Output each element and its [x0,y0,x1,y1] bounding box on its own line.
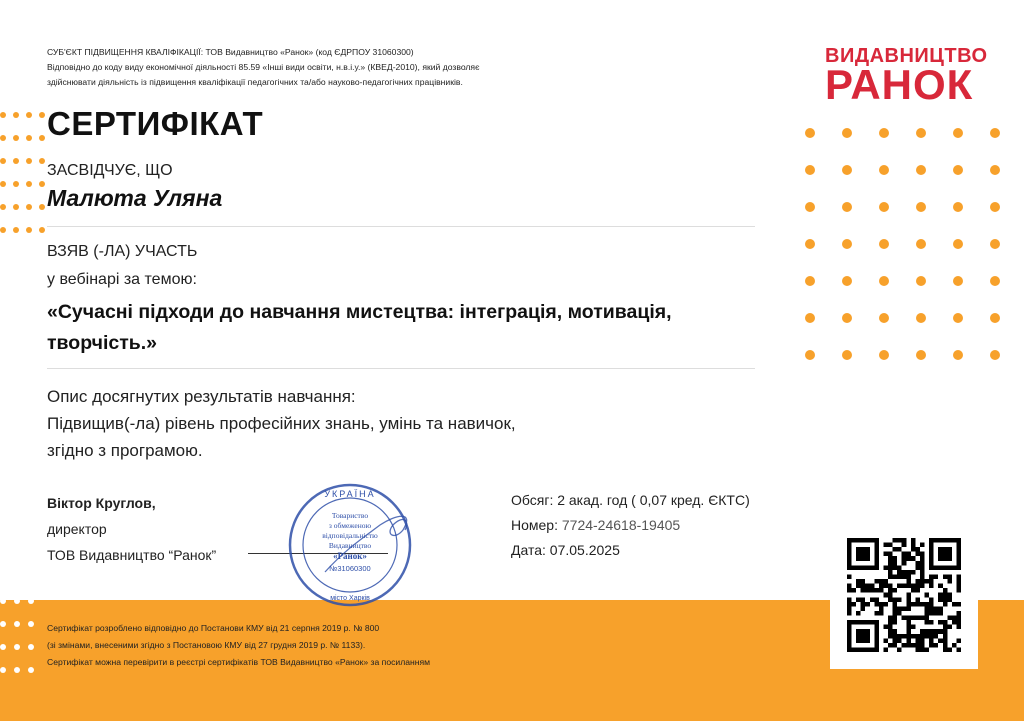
decor-dot [0,227,6,233]
decor-dot [28,621,34,627]
decor-dot [953,202,963,212]
signer-block [47,490,216,568]
decor-dot [842,276,852,286]
decor-dot [26,112,32,118]
decor-dot [990,128,1000,138]
stamp-line-5: «Ранок» [333,551,367,561]
decor-dot [26,158,32,164]
decor-dot [13,227,19,233]
divider [47,226,755,227]
decor-dot [953,276,963,286]
number-value: 7724-24618-19405 [561,517,681,533]
publisher-logo [825,45,988,108]
stamp-top-text: УКРАЇНА [324,489,376,499]
date-text: Дата: 07.05.2025 [511,542,620,558]
stamp-bottom-text: місто Харків [330,595,370,602]
took-part-label: ВЗЯВ (-ЛА) УЧАСТЬ [47,243,198,260]
footer-notes [47,620,607,671]
decor-dot [805,165,815,175]
footer-line-1: Сертифікат розроблено відповідно до Постанови КМУ від 21 серпня 2019 р. № 800 [47,623,380,633]
webinar-intro: у вебінарі за темою: [47,271,197,288]
decor-dot [26,227,32,233]
stamp-line-1: Товариство [331,511,369,520]
decor-dot [39,112,45,118]
certificate-title: СЕРТИФІКАТ [47,105,264,142]
decor-dot [13,112,19,118]
participant-name: Малюта Уляна [47,185,223,211]
stamp-line-2: з обмеженою [328,521,372,530]
certificate-meta [511,488,750,563]
decor-dot [842,313,852,323]
decor-dot [805,276,815,286]
certifies-label: ЗАСВІДЧУЄ, ЩО [47,162,173,179]
stamp-line-3: відповідальністю [322,531,378,540]
decor-dot [0,575,6,581]
decor-dot [990,202,1000,212]
decor-dot [0,112,6,118]
results-line-1: Підвищив(-ла) рівень професійних знань, умінь та навичок, [47,414,516,433]
qr-code-box[interactable] [830,521,978,669]
results-title: Опис досягнутих результатів навчання: [47,387,356,406]
signer-org: ТОВ Видавництво “Ранок” [47,547,217,563]
decor-dot [13,158,19,164]
decor-dot [842,128,852,138]
decor-dot [0,621,6,627]
results-line-2: згідно з програмою. [47,441,203,460]
decor-dot [916,350,926,360]
footer-line-2: (зі змінами, внесеними згідно з Постановою КМУ від 27 грудня 2019 р. № 1133). [47,640,366,650]
topic-line-2: творчість.» [47,332,158,354]
decor-dot [28,667,34,673]
webinar-topic [47,297,767,359]
decor-dot [14,575,20,581]
official-stamp [285,480,415,610]
decor-dot [28,552,34,558]
provider-info [47,45,607,90]
decor-dot [916,128,926,138]
decor-dot [842,239,852,249]
decor-dot [953,350,963,360]
decor-dot [39,181,45,187]
decor-dot [842,202,852,212]
provider-line-2: Відповідно до коду виду економічної діяльності 85.59 «Інші види освіти, н.в.і.у.» (КВЕД-2010), який дозволяє [47,62,480,72]
decor-dot [879,276,889,286]
decor-dot [990,276,1000,286]
decor-dot [805,202,815,212]
decor-dot [26,181,32,187]
divider [47,368,755,369]
decor-dot [916,276,926,286]
logo-main-text: РАНОК [825,61,974,108]
qr-code-icon[interactable] [847,538,961,652]
decor-dot [14,552,20,558]
decor-dot [953,239,963,249]
decor-dot [953,165,963,175]
learning-results [47,383,647,464]
decor-dot [26,204,32,210]
decor-dot [0,204,6,210]
decor-dot [39,204,45,210]
decor-dot [953,313,963,323]
footer-line-3: Сертифікат можна перевірити в реєстрі сертифікатів ТОВ Видавництво «Ранок» за посиланням [47,657,431,667]
decor-dot [990,239,1000,249]
decor-dot [28,644,34,650]
decor-dot [0,135,6,141]
decor-dot [13,181,19,187]
decor-dot [28,575,34,581]
decor-dot [842,165,852,175]
decor-dot [14,644,20,650]
decor-dot [879,202,889,212]
decor-dot [953,128,963,138]
topic-line-1: «Сучасні підходи до навчання мистецтва: інтеграція, мотивація, [47,301,672,323]
decor-dot [879,313,889,323]
decor-dot [39,227,45,233]
signer-position: директор [47,521,107,537]
decor-dot [0,181,6,187]
stamp-line-6: №31060300 [329,564,371,573]
volume-text: Обсяг: 2 акад. год ( 0,07 кред. ЄКТС) [511,492,750,508]
number-label: Номер: [511,517,558,533]
decor-dot [14,598,20,604]
decor-dot [805,350,815,360]
stamp-line-4: Видавництво [328,541,372,550]
decor-dot [805,239,815,249]
decor-dot [879,128,889,138]
decor-dot [0,552,6,558]
decor-dot [916,202,926,212]
decor-dot [879,239,889,249]
decor-dot [13,204,19,210]
decor-dot [805,128,815,138]
logo-top-text: ВИДАВНИЦТВО [825,45,988,67]
decor-dot [0,667,6,673]
decor-dot [916,239,926,249]
decor-dot [916,165,926,175]
decor-dot [805,313,815,323]
provider-line-1: СУБ'ЄКТ ПІДВИЩЕННЯ КВАЛІФІКАЦІЇ: ТОВ Видавництво «Ранок» (код ЄДРПОУ 31060300) [47,47,414,57]
decor-dot [990,350,1000,360]
decor-dot [14,667,20,673]
decor-dot [39,135,45,141]
decor-dot [26,135,32,141]
decor-dot [916,313,926,323]
decor-dot [14,621,20,627]
decor-dot [28,598,34,604]
decor-dot [990,313,1000,323]
decor-dot [13,135,19,141]
decor-dot [0,158,6,164]
signer-name: Віктор Круглов, [47,495,156,511]
decor-dot [0,644,6,650]
decor-dot [0,598,6,604]
number-row [511,513,750,538]
provider-line-3: здійснювати діяльність із підвищення кваліфікації педагогічних та/або науково-педагогічних працівників. [47,77,463,87]
decor-dot [879,165,889,175]
decor-dot [879,350,889,360]
decor-dot [39,158,45,164]
decor-dot [990,165,1000,175]
decor-dot [842,350,852,360]
